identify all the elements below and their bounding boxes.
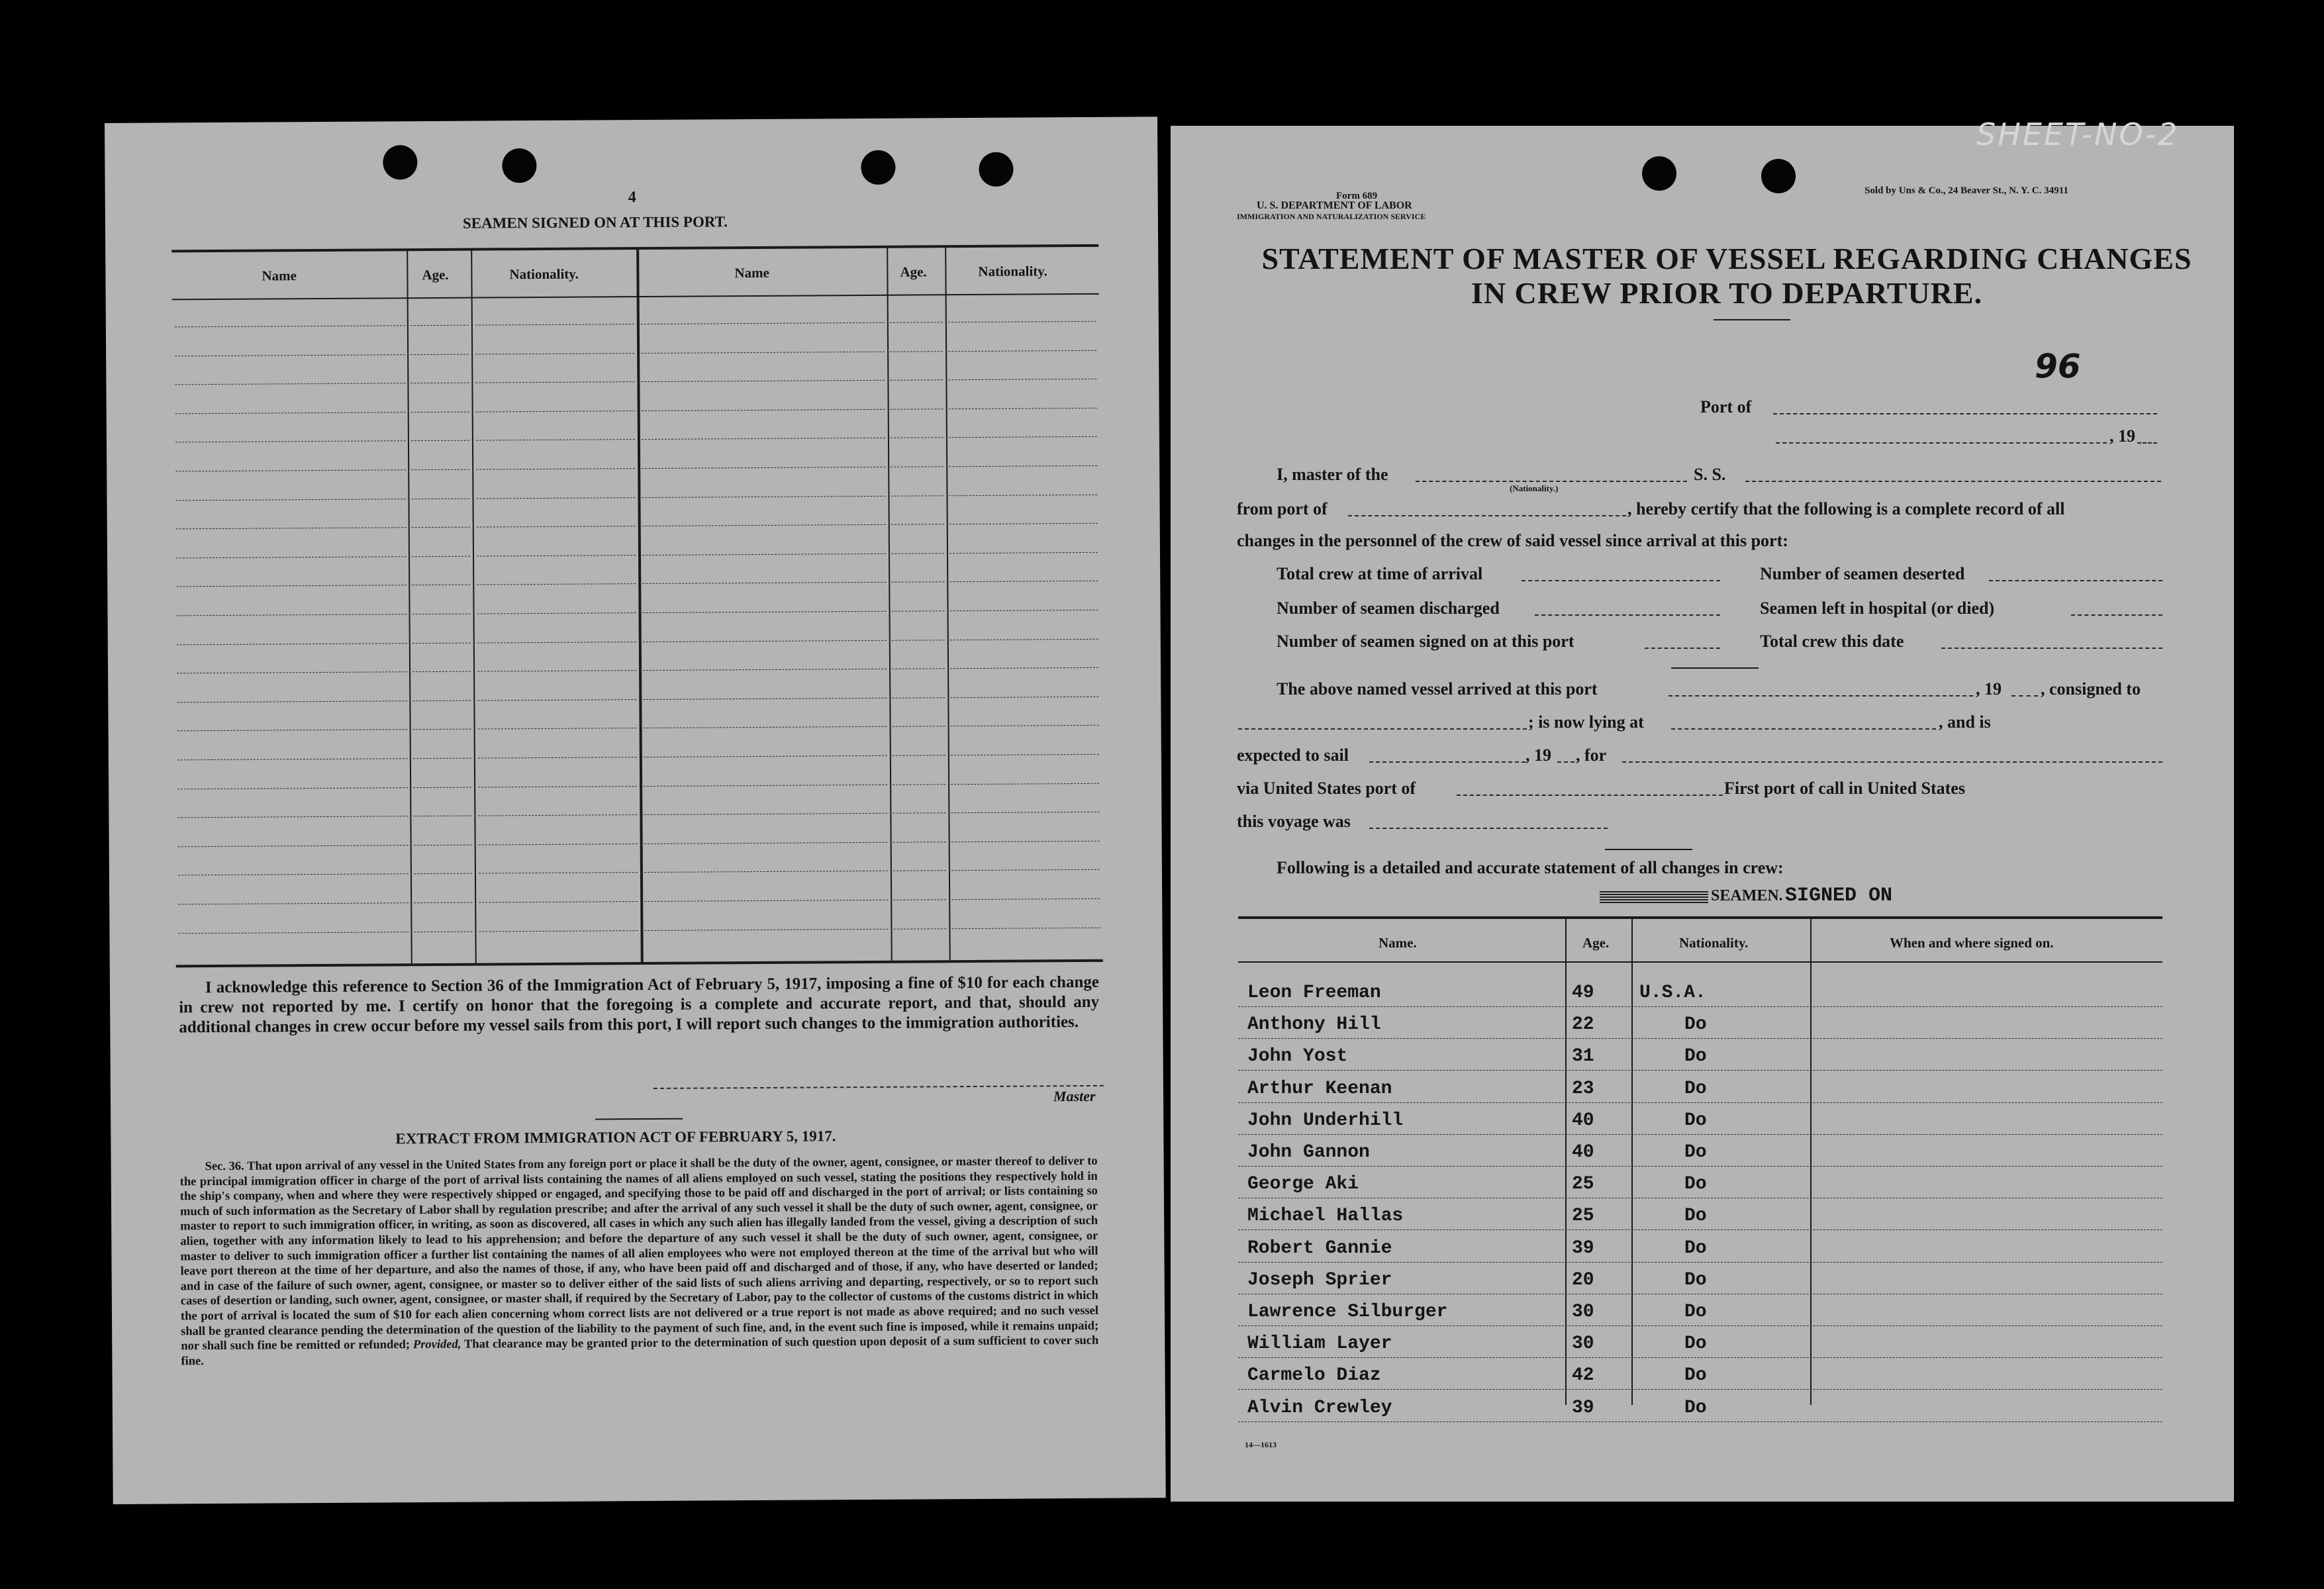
blank-entry-line[interactable] [643,640,887,642]
and-is-label: , and is [1939,712,1991,732]
blank-entry-line[interactable] [175,354,405,356]
blank-entry-line[interactable] [948,350,1096,351]
blank-entry-line[interactable] [176,556,407,558]
seamen-table-blank-rows [105,117,1157,123]
crew-age: 40 [1572,1142,1594,1163]
column-header-name: Name [734,264,769,281]
punch-hole [861,150,895,185]
port-of-label: Port of [1700,397,1752,416]
master-signature-line [654,1085,1104,1089]
blank-entry-line[interactable] [892,697,945,698]
blank-entry-line[interactable] [411,354,469,355]
blank-entry-line[interactable] [643,698,887,700]
blank-entry-line[interactable] [175,325,405,327]
blank-entry-line[interactable] [479,901,638,902]
from-port-label: from port of [1237,499,1328,518]
blank-entry-line[interactable] [643,611,887,613]
crew-name: Carmelo Diaz [1247,1365,1381,1386]
blank-entry-line[interactable] [892,668,945,669]
blank-entry-line[interactable] [177,758,408,760]
blank-entry-line[interactable] [412,614,471,615]
blank-entry-line[interactable] [177,643,407,645]
crew-nationality: Do [1684,1078,1707,1099]
blank-entry-line[interactable] [642,582,886,584]
sail-date-field[interactable] [1369,761,1525,763]
crew-name: Alvin Crewley [1247,1397,1392,1418]
column-header-age: Age. [1582,935,1610,951]
crew-row-line [1238,1038,2162,1039]
blank-entry-line[interactable] [175,499,406,501]
crew-age: 31 [1572,1046,1594,1067]
right-page: Form 689 U. S. DEPARTMENT OF LABOR IMMIGRATION AND NATURALIZATION SERVICE Sold by Uns & Co., 24 Beaver St., N. Y. C. 34911 STATEMENT OF MASTER OF VESSEL REGARDING CHANGES IN CREW PRIOR TO DEPARTURE. 96 Port of , 19 I, master of the (Nationality.) S. S. from port of , hereby certify that the following is a complete record of all changes in the personnel of the crew of said vessel since arrival at this port: Total crew at time of arrival Number of seamen deserted Number of seamen discharged Seamen left in hospital (or died) Number of seamen signed on at this port Total crew this date The above named vessel arrived at this port , 19 , consigned to ; is now lying at , and is expected to sail , 19 , for via United States port of First port of call in United States this voyage was Following is a detailed and accurate statement of all changes in crew: SEAMEN. SIGNED ON Name. Age. Nationality. When and where signed on. Leon Freeman 49 U.S.A. Anthony Hill 22 Do John Yost 31 Do Arthur Keenan 23 Do John Underhill 40 Do John Gannon 40 Do George Aki 25 Do Michael Hallas 25 Do Robert Gannie 39 Do Joseph Sprier 20 Do Lawrence Silburger 30 Do William Layer 30 Do Carmelo Diaz 42 Do Alvin Crewley 39 Do 14—1613 [1171,126,2234,1502]
crew-name: Leon Freeman [1247,983,1381,1003]
seamen-signed-on-label: Number of seamen signed on at this port [1277,632,1574,651]
blank-entry-line[interactable] [891,582,944,583]
blank-entry-line[interactable] [476,410,635,412]
seamen-signed-on-field[interactable] [1645,648,1720,649]
blank-entry-line[interactable] [411,440,469,442]
blank-entry-line[interactable] [890,379,943,380]
blank-entry-line[interactable] [478,728,637,729]
blank-entry-line[interactable] [476,440,635,441]
blank-entry-line[interactable] [893,899,946,900]
blank-entry-line[interactable] [176,527,407,529]
blank-entry-line[interactable] [479,843,638,845]
blank-entry-line[interactable] [177,614,407,616]
crew-row-line [1238,1421,2162,1422]
blank-entry-line[interactable] [642,438,885,440]
blank-entry-line[interactable] [412,585,470,586]
blank-entry-line[interactable] [951,869,1100,871]
seamen-discharged-label: Number of seamen discharged [1277,599,1500,618]
printer: Sold by Uns & Co., 24 Beaver St., N. Y. C. 34911 [1864,185,2068,196]
blank-entry-line[interactable] [411,325,469,326]
blank-entry-line[interactable] [175,441,406,443]
blank-entry-line[interactable] [477,584,636,585]
blank-entry-line[interactable] [477,555,636,556]
blank-entry-line[interactable] [644,755,887,757]
blank-entry-line[interactable] [411,383,469,384]
blank-entry-line[interactable] [479,930,638,932]
left-page [105,117,1166,1504]
total-crew-arrival-label: Total crew at time of arrival [1277,564,1483,583]
punch-hole [383,145,417,179]
crew-name: Lawrence Silburger [1247,1302,1448,1322]
blank-entry-line[interactable] [644,871,888,873]
crew-age: 39 [1572,1397,1594,1418]
blank-entry-line[interactable] [642,409,885,411]
department: U. S. DEPARTMENT OF LABOR [1257,200,1412,211]
crew-age: 40 [1572,1110,1594,1131]
consignee-field[interactable] [1238,728,1527,730]
blank-entry-line[interactable] [949,581,1098,582]
blank-entry-line[interactable] [414,931,472,932]
seamen-hospital-field[interactable] [2071,614,2162,616]
form-title-line-1: STATEMENT OF MASTER OF VESSEL REGARDING CHANGES [1261,242,2192,275]
blank-entry-line[interactable] [413,758,471,759]
blank-entry-line[interactable] [413,787,471,788]
crew-row-line [1238,1389,2162,1390]
blank-entry-line[interactable] [478,814,637,816]
blank-entry-line[interactable] [950,697,1098,698]
blank-entry-line[interactable] [411,498,469,499]
blank-entry-line[interactable] [951,841,1100,842]
blank-entry-line[interactable] [178,845,409,847]
blank-entry-line[interactable] [644,726,887,728]
crew-row-line [1238,1262,2162,1263]
blank-entry-line[interactable] [476,497,635,499]
form-title-line-2: IN CREW PRIOR TO DEPARTURE. [1471,276,1983,310]
blank-entry-line[interactable] [644,928,888,930]
sail-year-label: , 19 [1525,746,1551,765]
seamen-deserted-field[interactable] [1989,580,2162,581]
crew-nationality: U.S.A. [1639,983,1706,1003]
following-text: Following is a detailed and accurate statement of all changes in crew: [1277,858,1784,877]
column-header-nationality: Nationality. [978,263,1047,279]
blank-entry-line[interactable] [479,872,638,873]
column-header-when-where: When and where signed on. [1890,935,2054,951]
crew-nationality: Do [1684,1269,1707,1290]
crew-row-line [1238,1166,2162,1167]
blank-entry-line[interactable] [412,555,470,557]
blank-entry-line[interactable] [642,467,885,469]
blank-entry-line[interactable] [413,816,471,817]
nationality-caption: (Nationality.) [1510,483,1559,493]
crew-age: 49 [1572,983,1594,1003]
arrived-text: The above named vessel arrived at this port [1277,679,1598,698]
arrival-date-field[interactable] [1669,695,1973,697]
crew-nationality: Do [1684,1397,1707,1418]
blank-entry-line[interactable] [477,642,636,643]
struck-out-text [1600,891,1708,903]
total-crew-arrival-field[interactable] [1522,580,1720,581]
blank-entry-line[interactable] [176,585,407,587]
column-header-name: Name. [1379,935,1417,951]
blank-entry-line[interactable] [951,725,1099,726]
crew-row-line [1238,1102,2162,1103]
blank-entry-line[interactable] [412,671,471,673]
blank-entry-line[interactable] [951,898,1100,900]
crew-nationality: Do [1684,1333,1707,1355]
via-port-field[interactable] [1457,794,1723,796]
crew-nationality: Do [1684,1237,1707,1259]
crew-age: 30 [1572,1333,1594,1355]
blank-entry-line[interactable] [412,527,470,528]
blank-entry-line[interactable] [477,612,636,614]
destination-field[interactable] [1622,761,2162,763]
blank-entry-line[interactable] [949,408,1097,409]
blank-entry-line[interactable] [950,610,1098,611]
crew-age: 25 [1572,1206,1594,1227]
blank-entry-line[interactable] [175,469,406,471]
column-header-age: Age. [900,264,927,280]
blank-entry-line[interactable] [891,553,944,554]
arrival-year-label: , 19 [1976,679,2002,698]
blank-entry-line[interactable] [413,729,471,730]
arrival-year-field[interactable] [2011,695,2038,697]
crew-nationality: Do [1684,1110,1707,1131]
crew-name: Robert Gannie [1247,1237,1392,1259]
certify-text: , hereby certify that the following is a complete record of all [1627,499,2065,518]
punch-hole [502,148,536,183]
blank-entry-line[interactable] [178,932,409,934]
crew-row-line [1238,1006,2162,1007]
blank-entry-line[interactable] [893,928,946,929]
crew-row-line [1238,1134,2162,1135]
signed-on-label: SIGNED ON [1785,885,1893,907]
crew-name: John Yost [1247,1046,1348,1067]
section-title: SEAMEN SIGNED ON AT THIS PORT. [462,213,728,232]
blank-entry-line[interactable] [478,786,637,787]
now-lying-at-label: ; is now lying at [1528,712,1644,732]
blank-entry-line[interactable] [948,321,1096,322]
blank-entry-line[interactable] [644,784,887,786]
port-of-field[interactable] [1773,413,2157,414]
total-crew-date-label: Total crew this date [1760,632,1904,651]
blank-entry-line[interactable] [411,469,469,471]
year-field[interactable] [2137,442,2157,444]
blank-entry-line[interactable] [475,324,634,325]
crew-row-line [1238,1070,2162,1071]
blank-entry-line[interactable] [477,699,636,700]
column-header-name: Name [262,267,297,284]
blank-entry-line[interactable] [949,465,1097,467]
blank-entry-line[interactable] [175,412,406,414]
crew-name: George Aki [1247,1174,1359,1195]
blank-entry-line[interactable] [177,730,408,732]
blank-entry-line[interactable] [641,380,885,382]
for-label: , for [1576,746,1607,765]
blank-entry-line[interactable] [642,554,886,555]
blank-entry-line[interactable] [178,874,409,876]
blank-entry-line[interactable] [890,351,943,352]
blank-entry-line[interactable] [950,667,1098,669]
blank-entry-line[interactable] [948,379,1096,380]
blank-entry-line[interactable] [477,670,636,671]
blank-entry-line[interactable] [476,468,635,469]
crew-name: Anthony Hill [1247,1014,1381,1035]
crew-name: John Underhill [1247,1110,1404,1131]
first-port-field[interactable] [1369,828,1608,829]
crew-nationality: Do [1684,1046,1707,1067]
master-of-the-label: I, master of the [1277,465,1388,484]
crew-age: 25 [1572,1174,1594,1195]
blank-entry-line[interactable] [949,436,1097,438]
blank-entry-line[interactable] [642,495,885,497]
sail-year-field[interactable] [1557,761,1574,763]
blank-entry-line[interactable] [477,526,636,527]
crew-nationality: Do [1684,1365,1707,1386]
crew-age: 23 [1572,1078,1594,1099]
handwritten-number: 96 [2035,347,2081,385]
seamen-label: SEAMEN. [1711,887,1783,904]
blank-entry-line[interactable] [641,322,885,324]
blank-entry-line[interactable] [178,902,409,904]
blank-entry-line[interactable] [177,700,407,702]
crew-name: Joseph Sprier [1247,1269,1392,1290]
crew-age: 42 [1572,1365,1594,1386]
extract-text: Sec. 36. That upon arrival of any vessel in the United States from any foreign port or place it shall be the duty of the owner, agent, consignee, or master thereof to deliver to the principal immigration officer in charge of the port of arrival lists containing the names of all aliens employed on such vessel, stating the positions they respectively hold in the ship's company, when and where they were respectively shipped or engaged, and specifying those to be paid off and discharged in the port of arrival; or lists containing so much of such information as the Secretary of Labor shall by regulation prescribe; and after the arrival of any such vessel it shall be the duty of such owner, agent, consignee, or master to report to such immigration officer, in writing, as soon as discovered, all cases in which any such alien has illegally landed from the vessel, giving a description of such alien, together with any information likely to lead to his apprehension; and before the departure of any such vessel it shall be the duty of such owner, agent, consignee, or master to deliver to such immigration officer a further list containing the names of all alien employees who were not employed thereon at the time of the arrival but who will leave port thereon at the time of her departure, and also the names of those, if any, who have been paid off and discharged and of those, if any, who have deserted or landed; and in case of the failure of such owner, agent, consignee, or master so to deliver either of the said lists of such aliens arriving and departing, respectively, or so to report such cases of desertion or landing, such owner, agent, consignee, or master shall, if required by the Secretary of Labor, pay to the collector of customs of the customs district in which the port of arrival is located the sum of $10 for each alien concerning whom correct lists are not delivered or a true report is not made as above required; and no such vessel shall be granted clearance pending the determination of the question of the liability to the payment of such fine, and, in the event such fine is imposed, while it remains unpaid; nor shall such fine be remitted or refunded; Provided, That clearance may be granted prior to the determination of such question upon deposit of a sum sufficient to cover such fine. [179,1154,1099,1369]
crew-nationality: Do [1684,1302,1707,1322]
blank-entry-line[interactable] [644,842,888,844]
blank-entry-line[interactable] [950,638,1098,640]
crew-row-line [1238,1229,2162,1230]
blank-entry-line[interactable] [177,787,408,789]
from-port-field[interactable] [1348,515,1626,516]
this-voyage-label: this voyage was [1237,812,1351,831]
blank-entry-line[interactable] [949,494,1097,495]
crew-row-line [1238,1357,2162,1358]
lying-at-field[interactable] [1671,728,1936,730]
crew-nationality: Do [1684,1014,1707,1035]
certification-paragraph: I acknowledge this reference to Section 36 of the Immigration Act of February 5, 1917, imposing a fine of $10 for each change in crew not reported by me. I certify on honor that the foregoing is a complete and accurate report, and that, should any additional changes in crew occur before my vessel sails from this port, I will report such changes to the immigration authorities. [179,973,1100,1037]
date-field[interactable] [1776,442,2107,444]
extract-title: EXTRACT FROM IMMIGRATION ACT OF FEBRUARY 5, 1917. [395,1128,836,1147]
crew-nationality: Do [1684,1142,1707,1163]
seamen-hospital-label: Seamen left in hospital (or died) [1760,599,1995,618]
blank-entry-line[interactable] [892,610,945,611]
blank-entry-line[interactable] [951,754,1099,755]
blank-entry-line[interactable] [177,671,407,673]
blank-entry-line[interactable] [951,812,1099,813]
blank-entry-line[interactable] [177,816,408,818]
blank-entry-line[interactable] [478,757,637,758]
blank-entry-line[interactable] [475,353,634,354]
consigned-to-label: , consigned to [2041,679,2141,698]
changes-text: changes in the personnel of the crew of said vessel since arrival at this port: [1237,531,1788,550]
column-header-nationality: Nationality. [509,265,579,283]
nationality-field[interactable] [1416,481,1687,482]
blank-entry-line[interactable] [641,351,885,353]
blank-entry-line[interactable] [642,524,886,526]
crew-row-line [1238,1325,2162,1326]
blank-entry-line[interactable] [644,900,888,902]
crew-name: Michael Hallas [1247,1206,1404,1227]
blank-entry-line[interactable] [412,700,471,701]
sheet-number-note: SHEET-NO-2 [1976,117,2180,152]
crew-age: 20 [1572,1269,1594,1290]
crew-name: John Gannon [1247,1142,1370,1163]
blank-entry-line[interactable] [412,642,471,644]
blank-entry-line[interactable] [414,844,472,845]
first-port-call-label: First port of call in United States [1724,779,1965,798]
page-number: 4 [628,189,636,207]
seamen-discharged-field[interactable] [1535,614,1720,616]
blank-entry-line[interactable] [893,784,945,785]
blank-entry-line[interactable] [951,783,1099,784]
punch-hole [1761,159,1796,193]
crew-age: 39 [1572,1237,1594,1259]
column-header-age: Age. [422,266,449,283]
punch-hole [979,152,1013,187]
vessel-name-field[interactable] [1745,481,2161,482]
blank-entry-line[interactable] [414,902,472,904]
column-header-nationality: Nationality. [1679,935,1749,951]
punch-hole [1642,156,1676,191]
total-crew-date-field[interactable] [1941,648,2162,649]
form-number: Form 689 [1336,191,1378,201]
blank-entry-line[interactable] [891,495,944,496]
blank-entry-line[interactable] [643,669,887,671]
blank-entry-line[interactable] [644,813,887,815]
blank-entry-line[interactable] [411,411,469,412]
crew-nationality: Do [1684,1206,1707,1227]
blank-entry-line[interactable] [893,812,945,813]
blank-entry-line[interactable] [891,466,944,467]
crew-name: Arthur Keenan [1247,1078,1392,1099]
ss-label: S. S. [1694,465,1726,484]
blank-entry-line[interactable] [893,726,945,727]
blank-entry-line[interactable] [175,383,405,385]
crew-name: William Layer [1247,1333,1392,1355]
crew-age: 30 [1572,1302,1594,1322]
signature-label: Master [1053,1087,1096,1105]
expected-to-sail-label: expected to sail [1237,746,1349,765]
blank-entry-line[interactable] [475,381,634,383]
via-us-port-label: via United States port of [1237,779,1416,798]
service: IMMIGRATION AND NATURALIZATION SERVICE [1237,212,1426,221]
crew-age: 22 [1572,1014,1594,1035]
blank-entry-line[interactable] [414,873,472,875]
blank-entry-line[interactable] [949,552,1098,554]
seamen-deserted-label: Number of seamen deserted [1760,564,1965,583]
blank-entry-line[interactable] [949,523,1098,524]
print-code: 14—1613 [1245,1440,1277,1449]
crew-nationality: Do [1684,1174,1707,1195]
blank-entry-line[interactable] [951,927,1100,928]
